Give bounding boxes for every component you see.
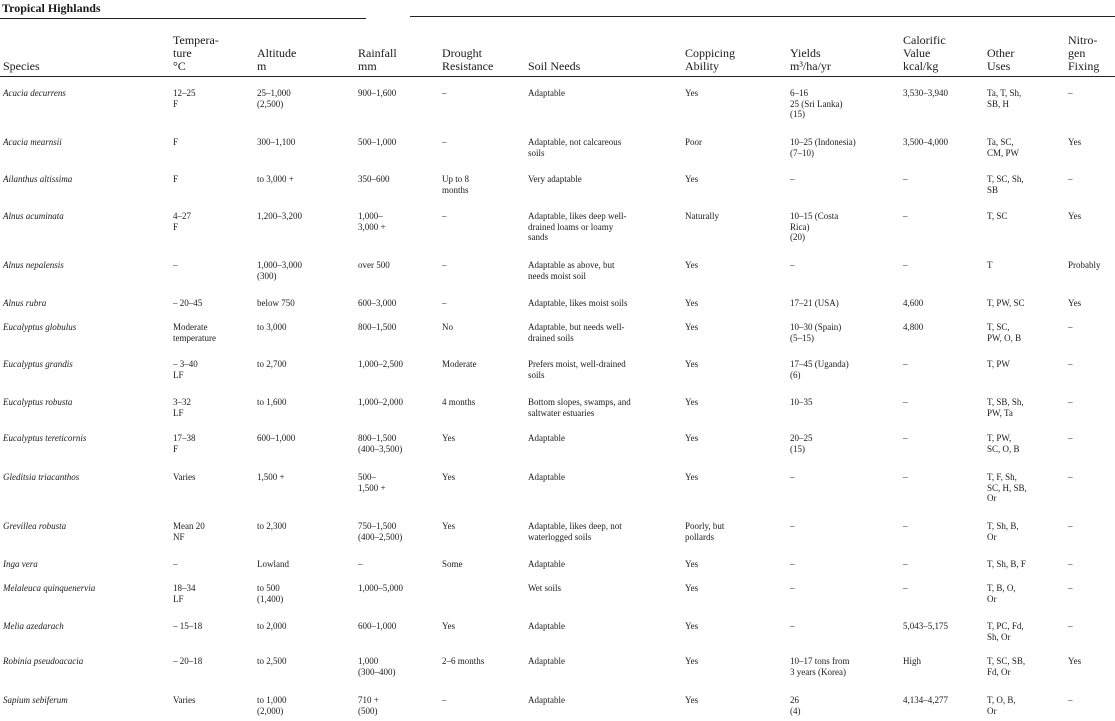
row-soil-needs: Adaptable, not calcareous soils — [528, 137, 622, 158]
row-soil-needs: Adaptable — [528, 621, 565, 631]
row-drought-resistance: – — [442, 211, 447, 221]
row-yields: – — [790, 559, 795, 569]
row-calorific-value: 5,043–5,175 — [903, 621, 948, 631]
row-yields: – — [790, 621, 795, 631]
row-soil-needs: Adaptable — [528, 433, 565, 443]
row-soil-needs: Adaptable — [528, 559, 565, 569]
row-soil-needs: Adaptable — [528, 656, 565, 666]
row-calorific-value: – — [903, 559, 908, 569]
row-calorific-value: – — [903, 211, 908, 221]
row-species: Alnus nepalensis — [3, 260, 64, 270]
row-rainfall: 600–3,000 — [358, 298, 397, 308]
row-drought-resistance: – — [442, 260, 447, 270]
title-rule — [0, 18, 366, 19]
row-species: Eucalyptus robusta — [3, 397, 73, 407]
row-calorific-value: 3,500–4,000 — [903, 137, 948, 147]
row-nitrogen-fixing: Yes — [1068, 656, 1082, 666]
row-yields: 26 (4) — [790, 695, 801, 716]
row-calorific-value: – — [903, 472, 908, 482]
row-other-uses: Ta, T, Sh, SB, H — [987, 88, 1022, 109]
row-drought-resistance: Up to 8 months — [442, 174, 469, 195]
row-temperature: – — [173, 260, 178, 270]
table-title: Tropical Highlands — [2, 1, 101, 15]
row-nitrogen-fixing: Yes — [1068, 298, 1082, 308]
row-nitrogen-fixing: Probably — [1068, 260, 1101, 270]
table-row — [0, 397, 1115, 418]
row-species: Eucalyptus tereticornis — [3, 433, 87, 443]
row-nitrogen-fixing: – — [1068, 174, 1073, 184]
row-calorific-value: – — [903, 433, 908, 443]
row-drought-resistance: 4 months — [442, 397, 476, 407]
row-temperature: – 20–45 — [173, 298, 203, 308]
row-calorific-value: High — [903, 656, 921, 666]
row-rainfall: 710 + (500) — [358, 695, 379, 716]
row-calorific-value: – — [903, 397, 908, 407]
row-other-uses: T, SC, PW, O, B — [987, 322, 1022, 343]
row-altitude: to 500 (1,400) — [257, 583, 284, 604]
header-bottom-rule — [0, 76, 1115, 77]
row-drought-resistance: Yes — [442, 521, 456, 531]
row-species: Eucalyptus globulus — [3, 322, 77, 332]
row-species: Robinia pseudoacacia — [3, 656, 84, 666]
header-other-uses: Other Uses — [987, 46, 1015, 73]
row-calorific-value: 4,600 — [903, 298, 924, 308]
row-temperature: Varies — [173, 472, 196, 482]
row-temperature: F — [173, 137, 179, 147]
header-rainfall: Rainfall mm — [358, 46, 397, 73]
row-coppicing-ability: Yes — [685, 433, 699, 443]
row-altitude: 600–1,000 — [257, 433, 296, 443]
row-other-uses: T, PW — [987, 359, 1010, 369]
header-species: Species — [3, 59, 40, 73]
row-yields: – — [790, 260, 795, 270]
row-temperature: 4–27 F — [173, 211, 191, 232]
row-rainfall: 1,000–2,000 — [358, 397, 403, 407]
row-yields: 10–15 (Costa Rica) (20) — [790, 211, 839, 242]
row-altitude: to 2,300 — [257, 521, 287, 531]
row-soil-needs: Adaptable, likes deep well- drained loams or loamy sands — [528, 211, 627, 242]
row-yields: – — [790, 472, 795, 482]
row-rainfall: 500–1,000 — [358, 137, 397, 147]
row-calorific-value: – — [903, 260, 908, 270]
row-calorific-value: – — [903, 583, 908, 593]
row-temperature: F — [173, 174, 179, 184]
row-nitrogen-fixing: Yes — [1068, 211, 1082, 221]
row-nitrogen-fixing: – — [1068, 397, 1073, 407]
row-coppicing-ability: Yes — [685, 174, 699, 184]
row-rainfall: 900–1,600 — [358, 88, 397, 98]
row-other-uses: T, SB, Sh, PW, Ta — [987, 397, 1024, 418]
row-species: Alnus acuminata — [3, 211, 64, 221]
row-soil-needs: Very adaptable — [528, 174, 582, 184]
row-other-uses: T, PC, Fd, Sh, Or — [987, 621, 1024, 642]
row-altitude: to 2,000 — [257, 621, 287, 631]
row-drought-resistance: Moderate — [442, 359, 477, 369]
row-yields: – — [790, 521, 795, 531]
row-temperature: – 15–18 — [173, 621, 203, 631]
row-soil-needs: Adaptable — [528, 88, 565, 98]
row-other-uses: T, PW, SC — [987, 298, 1025, 308]
row-rainfall: 800–1,500 (400–3,500) — [358, 433, 403, 454]
row-drought-resistance: Some — [442, 559, 463, 569]
table-row — [0, 695, 1115, 716]
row-nitrogen-fixing: – — [1068, 472, 1073, 482]
row-other-uses: Ta, SC, CM, PW — [987, 137, 1020, 158]
row-species: Grevillea robusta — [3, 521, 67, 531]
header-top-rule — [410, 16, 1115, 17]
row-nitrogen-fixing: – — [1068, 583, 1073, 593]
row-coppicing-ability: Yes — [685, 322, 699, 332]
row-temperature: 12–25 F — [173, 88, 196, 109]
row-soil-needs: Adaptable, likes deep, not waterlogged soils — [528, 521, 622, 542]
row-yields: 10–17 tons from 3 years (Korea) — [790, 656, 850, 677]
row-temperature: Moderate temperature — [173, 322, 216, 343]
row-other-uses: T, PW, SC, O, B — [987, 433, 1020, 454]
row-altitude: to 1,000 (2,000) — [257, 695, 287, 716]
row-nitrogen-fixing: Yes — [1068, 137, 1082, 147]
row-altitude: to 2,500 — [257, 656, 287, 666]
row-other-uses: T, SC — [987, 211, 1008, 221]
row-species: Melia azedarach — [3, 621, 64, 631]
row-altitude: below 750 — [257, 298, 295, 308]
row-altitude: 1,000–3,000 (300) — [257, 260, 302, 281]
row-drought-resistance: – — [442, 137, 447, 147]
table-row — [0, 88, 1115, 119]
row-other-uses: T — [987, 260, 993, 270]
row-nitrogen-fixing: – — [1068, 521, 1073, 531]
row-altitude: to 3,000 + — [257, 174, 294, 184]
row-coppicing-ability: Yes — [685, 397, 699, 407]
row-yields: 17–21 (USA) — [790, 298, 839, 308]
table-row — [0, 621, 1115, 642]
row-species: Ailanthus altissima — [3, 174, 73, 184]
row-nitrogen-fixing: – — [1068, 359, 1073, 369]
row-nitrogen-fixing: – — [1068, 433, 1073, 443]
row-drought-resistance: Yes — [442, 472, 456, 482]
row-calorific-value: – — [903, 359, 908, 369]
header-calorific: Calorific Value kcal/kg — [903, 33, 946, 73]
row-coppicing-ability: Yes — [685, 559, 699, 569]
row-altitude: 300–1,100 — [257, 137, 296, 147]
row-coppicing-ability: Yes — [685, 583, 699, 593]
row-nitrogen-fixing: – — [1068, 322, 1073, 332]
row-drought-resistance: – — [442, 88, 447, 98]
row-calorific-value: – — [903, 174, 908, 184]
row-rainfall: 1,000– 3,000 + — [358, 211, 386, 232]
row-other-uses: T, O, B, Or — [987, 695, 1016, 716]
table-row — [0, 298, 1115, 308]
table-row — [0, 260, 1115, 281]
row-rainfall: 750–1,500 (400–2,500) — [358, 521, 403, 542]
row-temperature: – — [173, 559, 178, 569]
row-other-uses: T, SC, SB, Fd, Or — [987, 656, 1026, 677]
row-species: Acacia mearnsii — [3, 137, 62, 147]
row-temperature: – 3–40 LF — [173, 359, 198, 380]
row-coppicing-ability: Poor — [685, 137, 703, 147]
row-soil-needs: Adaptable, but needs well- drained soils — [528, 322, 625, 343]
table-row — [0, 359, 1115, 380]
table-row — [0, 521, 1115, 542]
row-yields: 10–25 (Indonesia) (7–10) — [790, 137, 856, 158]
row-species: Melaleuca quinquenervia — [3, 583, 96, 593]
row-yields: 17–45 (Uganda) (6) — [790, 359, 849, 380]
row-rainfall: 1,000–5,000 — [358, 583, 403, 593]
row-other-uses: T, B, O, Or — [987, 583, 1016, 604]
row-altitude: to 3,000 — [257, 322, 287, 332]
row-yields: 10–30 (Spain) (5–15) — [790, 322, 842, 343]
row-drought-resistance: Yes — [442, 433, 456, 443]
row-temperature: Varies — [173, 695, 196, 705]
row-drought-resistance: Yes — [442, 621, 456, 631]
row-coppicing-ability: Yes — [685, 298, 699, 308]
row-temperature: – 20–18 — [173, 656, 203, 666]
row-altitude: 1,200–3,200 — [257, 211, 302, 221]
row-nitrogen-fixing: – — [1068, 559, 1073, 569]
header-altitude: Altitude m — [257, 46, 297, 73]
row-drought-resistance: No — [442, 322, 453, 332]
row-species: Alnus rubra — [3, 298, 47, 308]
header-temperature: Tempera- ture °C — [173, 33, 219, 73]
row-nitrogen-fixing: – — [1068, 621, 1073, 631]
row-soil-needs: Adaptable — [528, 695, 565, 705]
row-rainfall: over 500 — [358, 260, 390, 270]
header-yields: Yields m³/ha/yr — [790, 46, 831, 73]
header-drought: Drought Resistance — [442, 46, 494, 73]
table-row — [0, 656, 1115, 677]
row-soil-needs: Adaptable, likes moist soils — [528, 298, 628, 308]
row-rainfall: – — [358, 559, 363, 569]
row-calorific-value: 4,800 — [903, 322, 924, 332]
row-species: Sapium sebiferum — [3, 695, 68, 705]
row-soil-needs: Prefers moist, well-drained soils — [528, 359, 626, 380]
row-calorific-value: 4,134–4,277 — [903, 695, 948, 705]
row-coppicing-ability: Yes — [685, 621, 699, 631]
row-other-uses: T, SC, Sh, SB — [987, 174, 1024, 195]
row-soil-needs: Adaptable as above, but needs moist soil — [528, 260, 615, 281]
row-yields: 6–16 25 (Sri Lanka) (15) — [790, 88, 843, 119]
table-row — [0, 322, 1115, 343]
row-rainfall: 500– 1,500 + — [358, 472, 386, 493]
row-altitude: to 1,600 — [257, 397, 287, 407]
row-other-uses: T, Sh, B, F — [987, 559, 1026, 569]
row-other-uses: T, F, Sh, SC, H, SB, Or — [987, 472, 1027, 503]
table-row — [0, 559, 1115, 569]
row-drought-resistance: – — [442, 298, 447, 308]
row-drought-resistance: 2–6 months — [442, 656, 485, 666]
row-coppicing-ability: Poorly, but pollards — [685, 521, 725, 542]
row-temperature: 17–38 F — [173, 433, 196, 454]
table-row — [0, 472, 1115, 503]
row-yields: – — [790, 174, 795, 184]
row-calorific-value: 3,530–3,940 — [903, 88, 948, 98]
header-nitrogen: Nitro- gen Fixing — [1068, 33, 1100, 73]
row-coppicing-ability: Yes — [685, 260, 699, 270]
row-other-uses: T, Sh, B, Or — [987, 521, 1019, 542]
row-coppicing-ability: Yes — [685, 359, 699, 369]
table-row — [0, 174, 1115, 195]
row-soil-needs: Bottom slopes, swamps, and saltwater estuaries — [528, 397, 631, 418]
row-species: Acacia decurrens — [3, 88, 66, 98]
row-yields: 20–25 (15) — [790, 433, 813, 454]
row-nitrogen-fixing: – — [1068, 88, 1073, 98]
header-coppicing: Coppicing Ability — [685, 46, 735, 73]
row-species: Gleditsia triacanthos — [3, 472, 80, 482]
row-species: Inga vera — [3, 559, 38, 569]
row-rainfall: 800–1,500 — [358, 322, 397, 332]
table-row — [0, 137, 1115, 158]
row-rainfall: 350–600 — [358, 174, 390, 184]
row-coppicing-ability: Naturally — [685, 211, 719, 221]
row-soil-needs: Adaptable — [528, 472, 565, 482]
table-row — [0, 433, 1115, 454]
row-altitude: to 2,700 — [257, 359, 287, 369]
row-yields: 10–35 — [790, 397, 813, 407]
row-altitude: 1,500 + — [257, 472, 285, 482]
row-calorific-value: – — [903, 521, 908, 531]
row-temperature: 3–32 LF — [173, 397, 191, 418]
row-coppicing-ability: Yes — [685, 88, 699, 98]
row-coppicing-ability: Yes — [685, 695, 699, 705]
row-altitude: 25–1,000 (2,500) — [257, 88, 291, 109]
row-soil-needs: Wet soils — [528, 583, 562, 593]
header-soil: Soil Needs — [528, 59, 581, 73]
row-coppicing-ability: Yes — [685, 472, 699, 482]
row-temperature: Mean 20 NF — [173, 521, 205, 542]
row-species: Eucalyptus grandis — [3, 359, 73, 369]
row-drought-resistance: – — [442, 695, 447, 705]
row-rainfall: 1,000–2,500 — [358, 359, 403, 369]
row-rainfall: 1,000 (300–400) — [358, 656, 396, 677]
row-nitrogen-fixing: – — [1068, 695, 1073, 705]
row-yields: – — [790, 583, 795, 593]
table-row — [0, 211, 1115, 242]
row-coppicing-ability: Yes — [685, 656, 699, 666]
row-rainfall: 600–1,000 — [358, 621, 397, 631]
table-row — [0, 583, 1115, 604]
row-temperature: 18–34 LF — [173, 583, 196, 604]
row-altitude: Lowland — [257, 559, 289, 569]
